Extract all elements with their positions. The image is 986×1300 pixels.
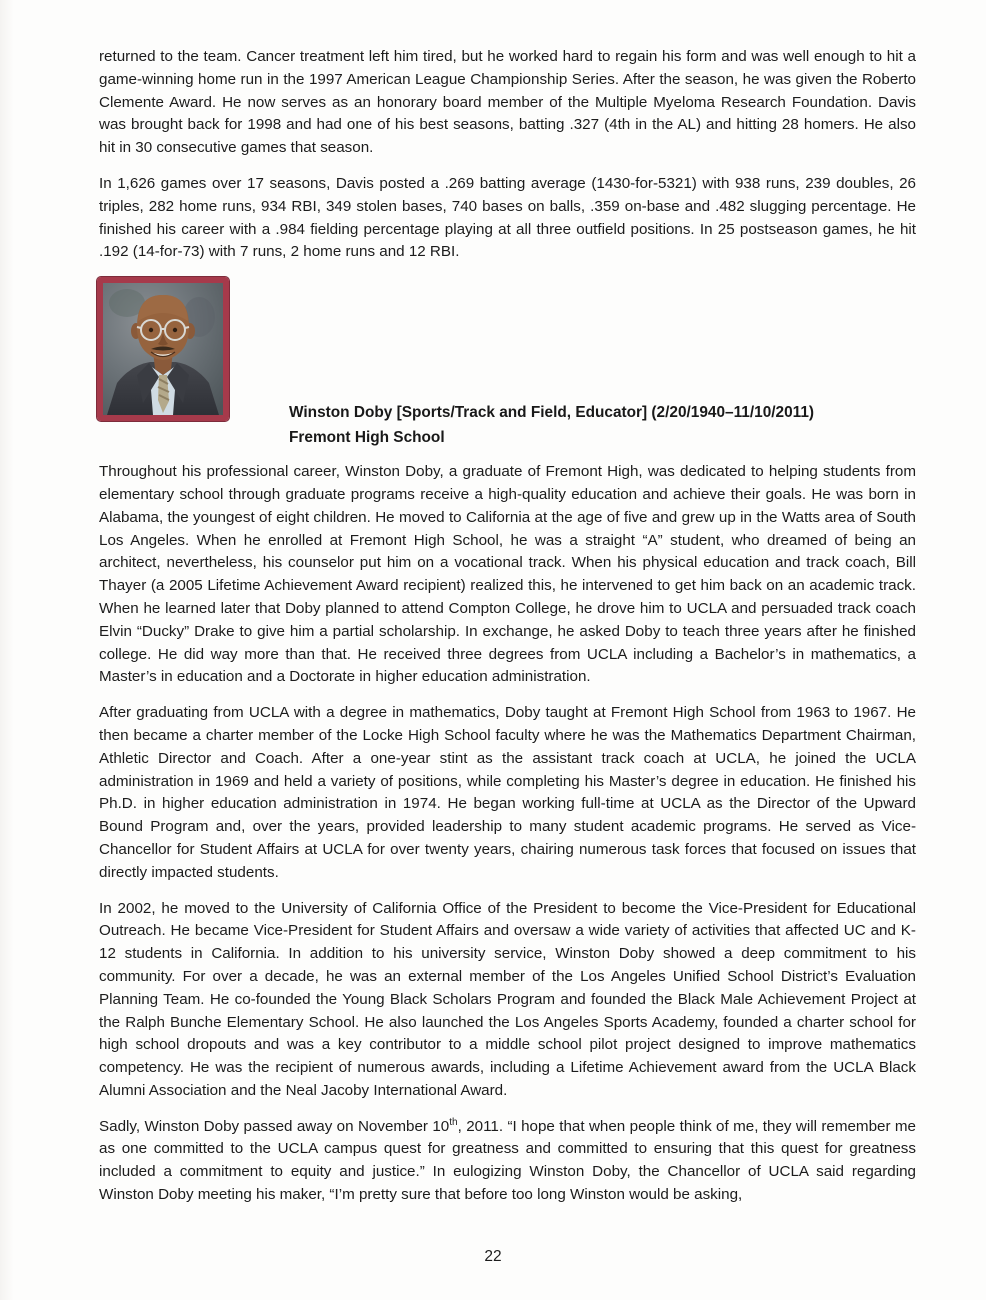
ordinal-superscript: th [449, 1116, 458, 1128]
paragraph-doby-career: Throughout his professional career, Winston Doby, a graduate of Fremont High, was dedicated to helping students from elementary school through graduate programs receive a high-quality education and achieve their goals. He was born in Alabama, the youngest of eight children. He moved to California at the age of five and grew up in the Watts area of South Los Angeles. When he enrolled at Fremont High School, he was a straight “A” student, who dreamed of being an architect, nevertheless, his counselor put him on a vocational track. When his physical education and track coach, Bill Thayer (a 2005 Lifetime Achievement Award recipient) realized this, he intervened to get him back on an academic track. When he learned later that Doby planned to attend Compton College, he drove him to UCLA and persuaded track coach Elvin “Ducky” Drake to give him a partial scholarship. In exchange, he asked Doby to teach three years after he finished college. He did way more than that. He received three degrees from UCLA including a Bachelor’s in mathematics, a Master’s in education and a Doctorate in higher education administration. [99, 463, 916, 686]
paragraph-doby-passing [99, 1116, 916, 1207]
paragraph-davis-career: returned to the team. Cancer treatment left him tired, but he worked hard to regain his form and was well enough to hit a game-winning home run in the 1997 American League Championship Series. After the season, he was given the Roberto Clemente Award. He now serves as an honorary board member of the Multiple Myeloma Research Foundation. Davis was brought back for 1998 and had one of his best seasons, batting .327 (4th in the AL) and hitting 28 homers. He also hit in 30 consecutive games that season. [99, 48, 916, 157]
paragraph-davis-stats: In 1,626 games over 17 seasons, Davis posted a .269 batting average (1430-for-5321) with 938 runs, 239 doubles, 26 triples, 282 home runs, 934 RBI, 349 stolen bases, 740 bases on balls, .359 on-base and .482 slugging percentage. He finished his career with a .984 fielding percentage playing at all three outfield positions. In 25 postseason games, he hit .192 (14-for-73) with 7 runs, 2 home runs and 12 RBI. [99, 174, 916, 261]
winston-doby-photo [97, 277, 229, 421]
doby-heading [289, 401, 814, 450]
final-paragraph-end: , 2011. “I hope that when people think of me, they will remember me as one committed to the UCLA campus quest for greatness and committed to ensuring that this quest for greatness included a commitment to equity and justice.” In eulogizing Winston Doby, the Chancellor of UCLA said regarding Winston Doby meeting his maker, “I’m pretty sure that before too long Winston would be asking, [99, 1117, 916, 1204]
final-paragraph-start: Sadly, Winston Doby passed away on November 10 [99, 1117, 450, 1135]
doby-heading-school: Fremont High School [289, 428, 445, 446]
portrait-illustration [103, 283, 223, 415]
page-content [99, 46, 916, 1207]
paragraph-doby-community: In 2002, he moved to the University of California Office of the President to become the Vice-President for Educational Outreach. He became Vice-President for Student Affairs and oversaw a wide variety of activities that affected UC and K-12 students in California. In addition to his university service, Winston Doby showed a deep commitment to his community. For over a decade, he was an external member of the Los Angeles Unified School District’s Evaluation Planning Team. He co-founded the Young Black Scholars Program and founded the Black Male Achievement Project at the Ralph Bunche Elementary School. He also launched the Los Angeles Sports Academy, founded a charter school for high school dropouts and was a key contributor to a middle school pilot project designed to improve mathematics competency. He was the recipient of numerous awards, including a Lifetime Achievement award from the UCLA Black Alumni Association and the Neal Jacoby International Award. [99, 899, 916, 1099]
page-number: 22 [484, 1248, 502, 1265]
paragraph-doby-ucla: After graduating from UCLA with a degree in mathematics, Doby taught at Fremont High School from 1963 to 1967. He then became a charter member of the Locke High School faculty where he was the Mathematics Department Chairman, Athletic Director and Coach. After a one-year stint as the assistant track coach at UCLA, he joined the UCLA administration in 1969 and held a variety of positions, while completing his Master’s degree in education. He finished his Ph.D. in higher education administration in 1974. He began working full-time at UCLA as the Director of the Upward Bound Program and, over the years, provided leadership to many student academic programs. He served as Vice-Chancellor for Student Affairs at UCLA for over twenty years, chairing numerous task forces that focused on issues that directly impacted students. [99, 704, 916, 881]
doby-heading-title: Winston Doby [Sports/Track and Field, Educator] (2/20/1940–11/10/2011) [289, 404, 815, 422]
doby-photo-row [99, 277, 916, 449]
